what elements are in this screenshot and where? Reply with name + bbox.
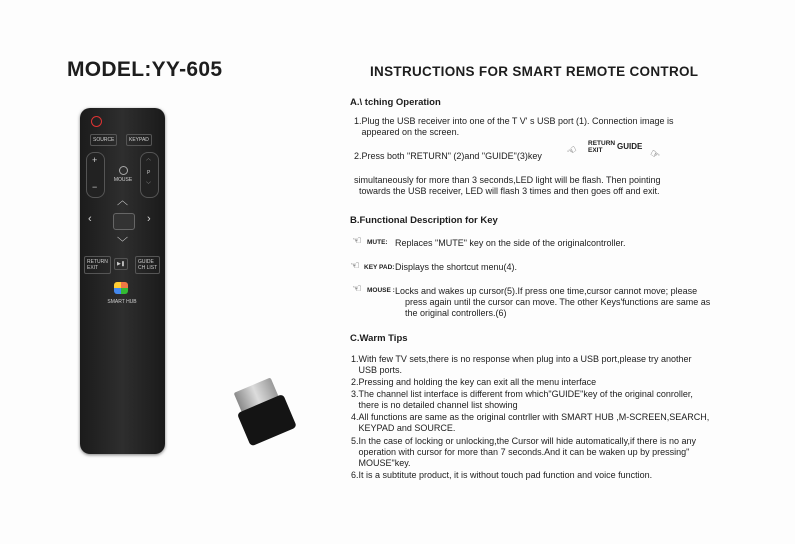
ch-p-label: P: [147, 170, 151, 176]
guide-tag: GUIDE: [617, 142, 643, 151]
right-arrow-icon: ›: [147, 213, 151, 225]
b-mouse-text: Locks and wakes up cursor(5).If press one time,cursor cannot move; please press again until the cursor can move. The other Keys'functions are same as the original controllers.(6): [395, 286, 711, 318]
c-tip-1: 1.With few TV sets,there is no response when plug into a USB port,please try another USB ports.: [351, 354, 692, 375]
smart-hub-icon: [114, 282, 128, 294]
keypad-key: KEYPAD: [126, 134, 152, 146]
section-a-heading: A.\ tching Operation: [350, 97, 441, 108]
ch-down-icon: ﹀: [146, 182, 152, 188]
mouse-key: [113, 166, 133, 183]
b-keypad-text: Displays the shortcut menu(4).: [395, 262, 518, 272]
c-tip-3: 3.The channel list interface is different from which"GUIDE"key of the original conroller, there is no detailed channel list showing: [351, 389, 693, 410]
hand-pointer-icon: ☜: [564, 143, 580, 159]
left-arrow-icon: ‹: [88, 213, 92, 225]
down-arrow-icon: ﹀: [117, 237, 128, 249]
volume-rocker: [86, 152, 105, 198]
instructions-title: INSTRUCTIONS FOR SMART REMOTE CONTROL: [370, 64, 699, 79]
c-tip-4: 4.All functions are same as the original contrller with SMART HUB ,M-SCREEN,SEARCH, KEYPAD and SOURCE.: [351, 412, 710, 433]
mute-tag: MUTE:: [367, 239, 388, 246]
ok-button-icon: [113, 213, 135, 230]
keypad-tag: KEY PAD:: [364, 264, 395, 271]
mouse-label: MOUSE: [113, 177, 133, 183]
smart-hub-label: SMART HUB: [107, 299, 137, 305]
section-c-heading: C.Warm Tips: [350, 333, 408, 344]
a-step-3: simultaneously for more than 3 seconds,LED light will be flash. Then pointing towards the USB receiver, LED will flash 3 times and then goes off and exit.: [354, 175, 661, 196]
vol-plus-icon: +: [92, 155, 98, 165]
a-step-2: 2.Press both "RETURN" (2)and "GUIDE"(3)key: [354, 151, 542, 161]
hand-pointer-icon: ☜: [352, 283, 362, 295]
c-tip-2: 2.Pressing and holding the key can exit all the menu interface: [351, 377, 597, 387]
c-tip-5: 5.In the case of locking or unlocking,the Cursor will hide automatically,if there is no any operation with cursor for more than 7 seconds.And it can be waken up by pressing" MOUSE"key.: [351, 436, 697, 468]
power-icon: [91, 116, 102, 127]
c-tip-6: 6.It is a subtitute product, it is without touch pad function and voice function.: [351, 470, 653, 480]
mouse-tag: MOUSE :: [367, 287, 395, 294]
a-step-1: 1.Plug the USB receiver into one of the T V' s USB port (1). Connection image is appeared on the screen.: [354, 116, 674, 137]
return-exit-tag: RETURN EXIT: [588, 140, 616, 154]
model-title: MODEL:YY-605: [67, 58, 223, 81]
channel-rocker: [140, 152, 159, 198]
hand-pointer-icon: ☜: [352, 235, 362, 247]
source-key: SOURCE: [90, 134, 117, 146]
remote-control-image: [80, 108, 165, 454]
up-arrow-icon: ︿: [117, 195, 128, 207]
vol-minus-icon: −: [92, 182, 98, 192]
hand-pointer-icon: ☞: [647, 147, 663, 163]
guide-chlist-key: GUIDE CH LIST: [135, 256, 160, 274]
play-pause-icon: ▶❚: [114, 258, 128, 270]
usb-receiver-image: [229, 375, 297, 446]
b-mute-text: Replaces "MUTE" key on the side of the originalcontroller.: [395, 238, 626, 248]
mouse-icon: [119, 166, 128, 175]
section-b-heading: B.Functional Description for Key: [350, 215, 498, 226]
ch-up-icon: ︿: [146, 156, 152, 162]
return-exit-key: RETURN EXIT: [84, 256, 111, 274]
hand-pointer-icon: ☜: [350, 260, 360, 272]
